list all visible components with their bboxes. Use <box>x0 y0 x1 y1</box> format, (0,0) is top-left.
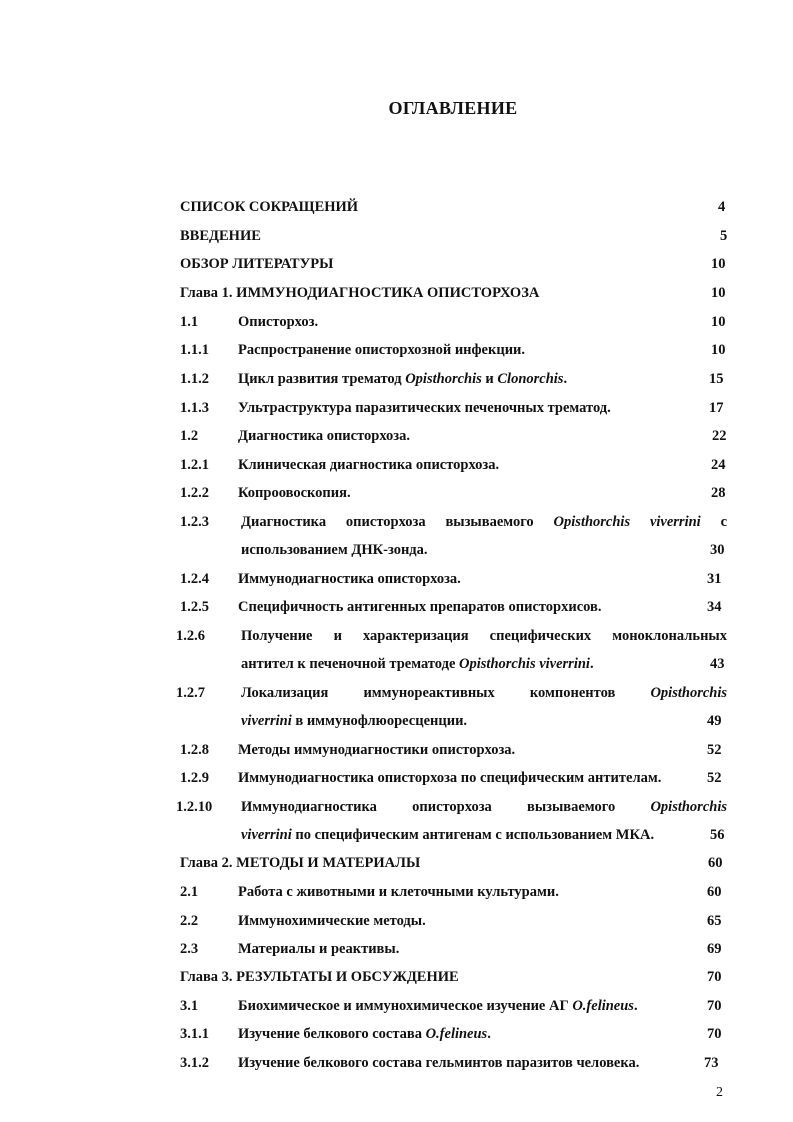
toc-entry-title: Работа с животными и клеточными культурами. <box>238 884 559 900</box>
toc-entry-page: 10 <box>711 314 726 330</box>
toc-entry-number: 2.3 <box>180 941 199 957</box>
toc-entry-title: СПИСОК СОКРАЩЕНИЙ <box>180 199 359 215</box>
toc-entry-page: 28 <box>711 485 726 501</box>
toc-entry-number: 2.1 <box>180 884 199 900</box>
toc-entry[interactable] <box>0 739 793 761</box>
toc-entry[interactable] <box>0 311 793 333</box>
toc-entry[interactable] <box>0 368 793 390</box>
toc-entry[interactable] <box>0 625 793 647</box>
toc-entry[interactable] <box>0 225 793 247</box>
toc-entry-title: Иммунодиагностика описторхоза по специфическим антителам. <box>238 770 662 786</box>
toc-entry-number: 1.2.7 <box>176 685 205 701</box>
toc-entry-title: Иммунохимические методы. <box>238 913 426 929</box>
toc-entry-title: Описторхоз. <box>238 314 319 330</box>
toc-entry-title: Материалы и реактивы. <box>238 941 400 957</box>
toc-entry-page: 15 <box>709 371 724 387</box>
toc-entry[interactable] <box>0 682 793 704</box>
toc-entry-number: 1.2.1 <box>180 457 209 473</box>
toc-entry-title: Диагностика описторхоза. <box>238 428 410 444</box>
toc-entry-number: 1.2 <box>180 428 199 444</box>
toc-entry-continuation <box>0 710 793 732</box>
toc-entry[interactable] <box>0 796 793 818</box>
toc-entry[interactable] <box>0 995 793 1017</box>
toc-entry-title-line2: viverrini в иммунофлюоресценции. <box>241 713 468 729</box>
toc-entry-page: 10 <box>711 285 726 301</box>
toc-entry-number: 1.2.8 <box>180 742 209 758</box>
toc-entry-page: 24 <box>711 457 726 473</box>
toc-entry-title-line1: Получение и характеризация специфических моноклональных <box>241 628 727 644</box>
toc-entry[interactable] <box>0 511 793 533</box>
toc-entry[interactable] <box>0 596 793 618</box>
toc-entry-page: 73 <box>704 1055 719 1071</box>
toc-entry[interactable] <box>0 767 793 789</box>
toc-entry-title-line1: Диагностика описторхоза вызываемого Opisthorchis viverrini с <box>241 514 727 530</box>
toc-entry-title: Копроовоскопия. <box>238 485 351 501</box>
toc-entry[interactable] <box>0 339 793 361</box>
toc-entry-page: 10 <box>711 256 726 272</box>
toc-entry-title: Ультраструктура паразитических печеночных трематод. <box>238 400 611 416</box>
toc-entry[interactable] <box>0 1023 793 1045</box>
toc-entry-page: 52 <box>707 770 722 786</box>
toc-entry-title: Биохимическое и иммунохимическое изучение АГ O.felineus. <box>238 998 638 1014</box>
toc-entry-title: ВВЕДЕНИЕ <box>180 228 261 244</box>
toc-entry-number: 1.1.2 <box>180 371 209 387</box>
toc-entry[interactable] <box>0 852 793 874</box>
toc-entry-continuation <box>0 539 793 561</box>
toc-entry-number: 1.2.10 <box>176 799 213 815</box>
toc-entry-title: Цикл развития трематод Opisthorchis и Clonorchis. <box>238 371 568 387</box>
toc-entry-continuation <box>0 824 793 846</box>
toc-entry-page: 60 <box>708 855 723 871</box>
toc-entry-title-line2: антител к печеночной трематоде Opisthorchis viverrini. <box>241 656 594 672</box>
toc-entry-title: Изучение белкового состава O.felineus. <box>238 1026 491 1042</box>
toc-entry[interactable] <box>0 397 793 419</box>
toc-entry-title: Специфичность антигенных препаратов описторхисов. <box>238 599 602 615</box>
toc-entry[interactable] <box>0 966 793 988</box>
toc-entry-title: Глава 2. МЕТОДЫ И МАТЕРИАЛЫ <box>180 855 421 871</box>
page-number: 2 <box>716 1085 723 1100</box>
toc-entry-page: 60 <box>707 884 722 900</box>
toc-entry-number: 1.1 <box>180 314 199 330</box>
toc-entry-title: Глава 1. ИММУНОДИАГНОСТИКА ОПИСТОРХОЗА <box>180 285 540 301</box>
toc-entry[interactable] <box>0 253 793 275</box>
toc-entry-number: 3.1.2 <box>180 1055 209 1071</box>
toc-entry-title: Глава 3. РЕЗУЛЬТАТЫ И ОБСУЖДЕНИЕ <box>180 969 459 985</box>
toc-entry[interactable] <box>0 482 793 504</box>
toc-entry-page: 17 <box>709 400 724 416</box>
toc-entry-title: Изучение белкового состава гельминтов паразитов человека. <box>238 1055 640 1071</box>
toc-entry[interactable] <box>0 454 793 476</box>
toc-entry-title: Иммунодиагностика описторхоза. <box>238 571 461 587</box>
toc-entry[interactable] <box>0 881 793 903</box>
toc-entry-title: ОБЗОР ЛИТЕРАТУРЫ <box>180 256 334 272</box>
toc-title: ОГЛАВЛЕНИЕ <box>388 98 518 118</box>
toc-entry-page: 70 <box>707 1026 722 1042</box>
toc-entry-page: 52 <box>707 742 722 758</box>
toc-entry[interactable] <box>0 425 793 447</box>
toc-entry-page: 10 <box>711 342 726 358</box>
toc-entry-page: 49 <box>707 713 722 729</box>
toc-entry[interactable] <box>0 938 793 960</box>
toc-entry[interactable] <box>0 196 793 218</box>
toc-entry-title-line2: использованием ДНК-зонда. <box>241 542 428 558</box>
toc-entry-page: 70 <box>707 998 722 1014</box>
toc-entry-number: 1.2.5 <box>180 599 209 615</box>
toc-entry-title: Клиническая диагностика описторхоза. <box>238 457 500 473</box>
toc-entry-number: 1.2.4 <box>180 571 209 587</box>
toc-entry-page: 70 <box>707 969 722 985</box>
toc-entry-page: 65 <box>707 913 722 929</box>
toc-entry-title: Распространение описторхозной инфекции. <box>238 342 526 358</box>
toc-entry[interactable] <box>0 910 793 932</box>
toc-entry-page: 5 <box>720 228 728 244</box>
toc-entry-title-line1: Локализация иммунореактивных компонентов Opisthorchis <box>241 685 728 701</box>
toc-entry-title-line2: viverrini по специфическим антигенам с использованием МКА. <box>241 827 655 843</box>
toc-entry-title: Методы иммунодиагностики описторхоза. <box>238 742 516 758</box>
toc-entry[interactable] <box>0 1052 793 1074</box>
toc-entry-page: 30 <box>710 542 725 558</box>
toc-entry-number: 3.1 <box>180 998 199 1014</box>
toc-entry-number: 1.2.3 <box>180 514 209 530</box>
toc-entry-number: 1.1.3 <box>180 400 209 416</box>
toc-entry-title-line1: Иммунодиагностика описторхоза вызываемого Opisthorchis <box>241 799 727 815</box>
toc-entry-page: 34 <box>707 599 722 615</box>
toc-entry-page: 22 <box>712 428 727 444</box>
toc-entry[interactable] <box>0 282 793 304</box>
toc-entry-continuation <box>0 653 793 675</box>
toc-entry-number: 1.1.1 <box>180 342 209 358</box>
toc-entry-page: 69 <box>707 941 722 957</box>
toc-entry-page: 56 <box>710 827 725 843</box>
toc-entry-page: 31 <box>707 571 722 587</box>
toc-entry-page: 4 <box>718 199 726 215</box>
toc-entry-number: 1.2.2 <box>180 485 209 501</box>
toc-entry-number: 2.2 <box>180 913 199 929</box>
toc-entry-number: 1.2.6 <box>176 628 205 644</box>
toc-entry-number: 3.1.1 <box>180 1026 209 1042</box>
toc-entry-page: 43 <box>710 656 725 672</box>
toc-entry[interactable] <box>0 568 793 590</box>
toc-entry-number: 1.2.9 <box>180 770 209 786</box>
